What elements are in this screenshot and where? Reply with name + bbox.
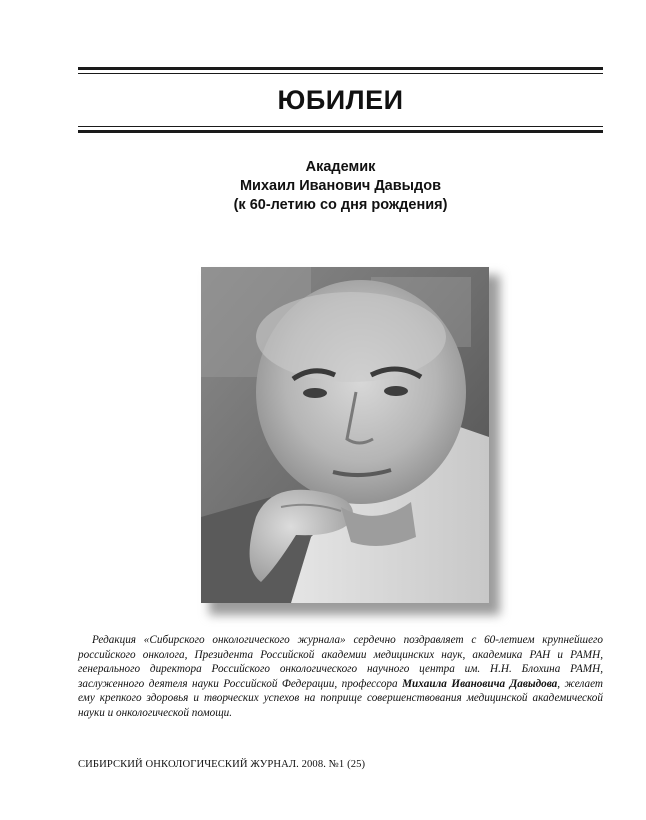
congratulation-text [78, 633, 603, 721]
top-rule-thin [78, 73, 603, 74]
portrait-photo [201, 267, 489, 603]
heading-line-title: Академик [305, 159, 376, 175]
congratulation-part-1: Редакция «Сибирского онкологического журнала» сердечно поздравляет с 60-летием крупнейшего российского онколога, Президента Российской академии медицинских наук, академика РАН и РАМН, генерального директора Российского онкологического научного центра им. Н.Н. Блохина РАМН, заслуженного деятеля науки Российской Федерации, профессора [78, 634, 603, 690]
article-heading [78, 158, 603, 215]
journal-footer: СИБИРСКИЙ ОНКОЛОГИЧЕСКИЙ ЖУРНАЛ. 2008. №1 (25) [78, 759, 366, 770]
bottom-rule-thin [78, 126, 603, 127]
heading-line-name: Михаил Иванович Давыдов [239, 178, 442, 194]
section-title: ЮБИЛЕИ [277, 85, 404, 115]
bottom-rule-thick [78, 130, 603, 133]
honoree-name: Михаила Ивановича Давыдова [402, 677, 558, 690]
congratulation-part-2: , желает ему крепкого здоровья и творческих успехов на поприще совершенствования медицинской академической науки и онкологической помощи. [78, 677, 603, 719]
top-rule-thick [78, 67, 603, 70]
congratulation-paragraph [78, 633, 603, 721]
heading-line-occasion: (к 60-летию со дня рождения) [233, 197, 448, 213]
